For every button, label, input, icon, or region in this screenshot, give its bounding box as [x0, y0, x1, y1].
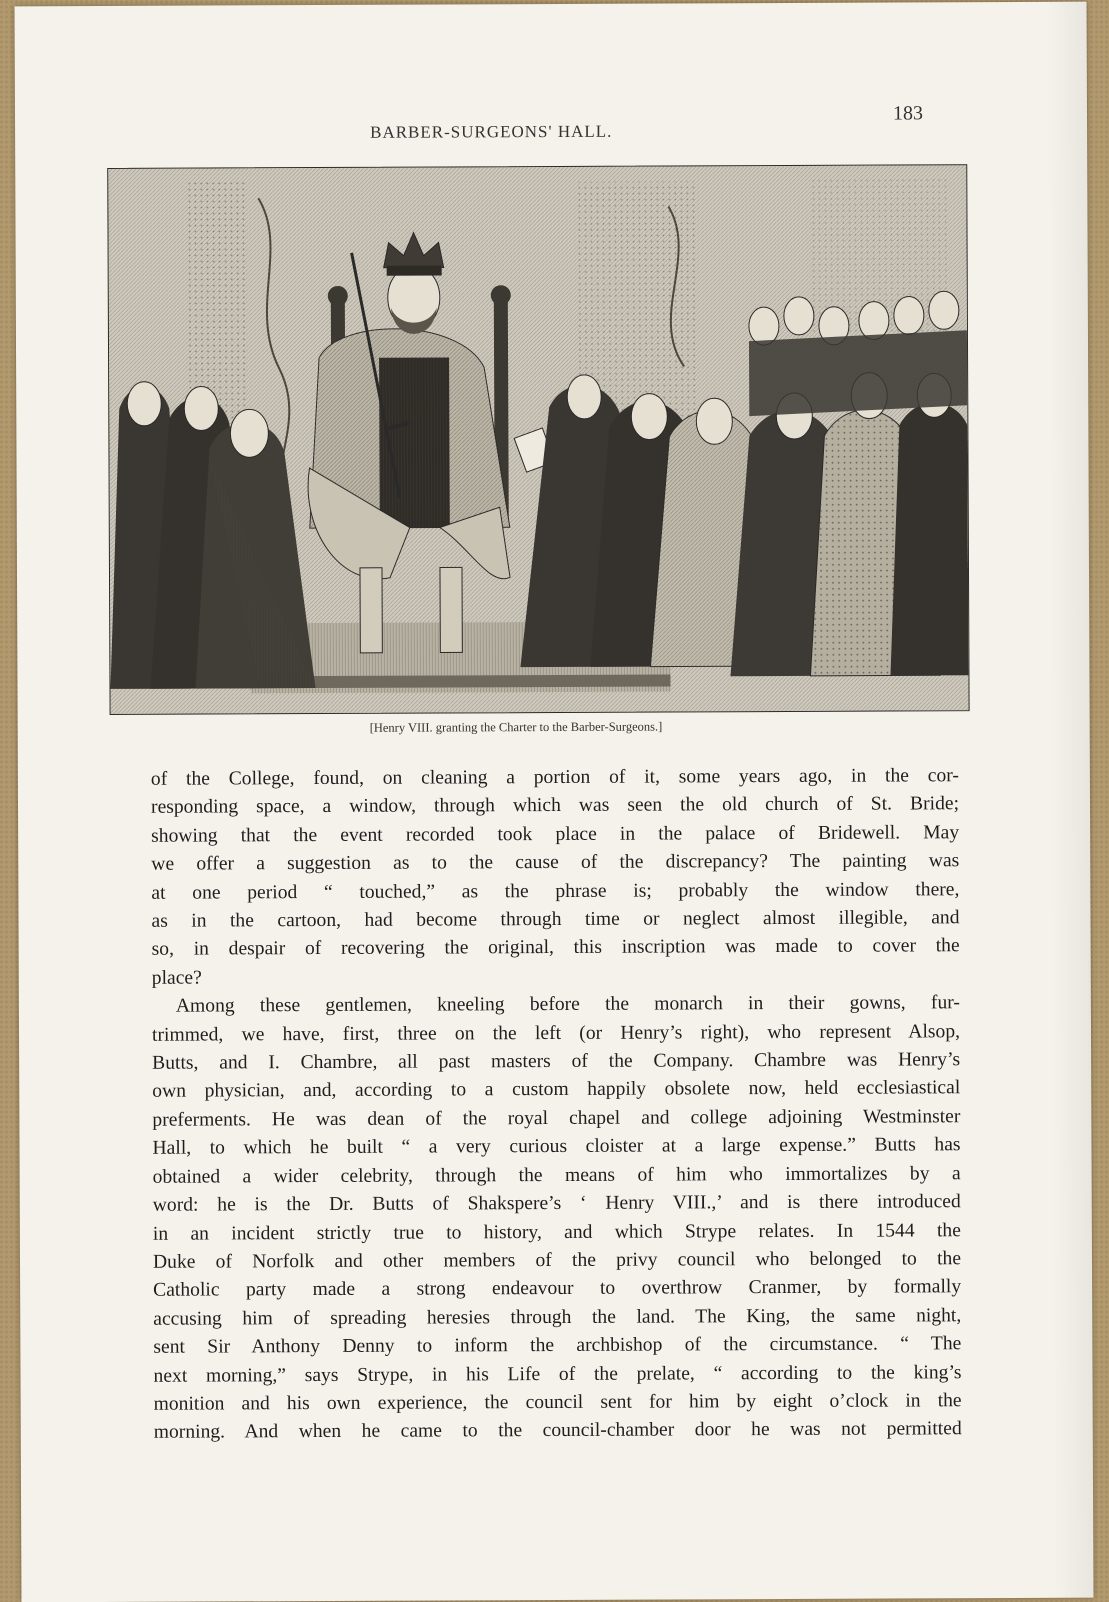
engraving-illustration — [107, 164, 969, 715]
text-line: of the College, found, on cleaning a portion of it, some years ago, in the cor- — [150, 765, 959, 790]
text-line: next morning,” says Strype, in his Life of the prelate, “ according to the king’s — [153, 1361, 962, 1387]
text-line: own physician, and, according to a custom happily obsolete now, held ecclesiastical — [152, 1077, 961, 1103]
text-line: we offer a suggestion as to the cause of the discrepancy? The painting was — [151, 850, 960, 875]
book-page — [15, 2, 1094, 1602]
text-line: trimmed, we have, first, three on the left (or Henry’s right), who represent Alsop, — [151, 1020, 961, 1046]
text-line: so, in despair of recovering the original, this inscription was made to cover the — [151, 935, 960, 961]
text-line: Catholic party made a strong endeavour to overthrow Cranmer, by formally — [153, 1276, 962, 1302]
text-line: at one period “ touched,” as the phrase is; probably the window there, — [151, 878, 960, 904]
text-line: as in the cartoon, had become through time or neglect almost illegible, and — [151, 907, 960, 932]
text-line: preferments. He was dean of the royal chapel and college adjoining Westminster — [152, 1106, 961, 1131]
text-line: Duke of Norfolk and other members of the privy council who belonged to the — [152, 1248, 962, 1273]
running-title: BARBER-SURGEONS' HALL. — [370, 121, 613, 142]
text-line: morning. And when he came to the council-chamber door he was not permitted — [153, 1418, 962, 1444]
page-number: 183 — [892, 102, 924, 125]
text-line: accusing him of spreading heresies through the land. The King, the same night, — [153, 1304, 962, 1330]
text-line: showing that the event recorded took place in the palace of Bridewell. May — [151, 822, 960, 847]
text-line: responding space, a window, through which was seen the old church of St. Bride; — [150, 793, 960, 819]
body-text — [151, 762, 962, 1447]
text-line: place? — [151, 967, 202, 989]
text-line: word: he is the Dr. Butts of Shakspere’s ‘ Henry VIII.,’ and is there introduced — [152, 1191, 961, 1216]
page-edge-shade — [1047, 2, 1094, 1598]
engraving-scene — [108, 165, 968, 714]
text-line: obtained a wider celebrity, through the means of him who immortalizes by a — [152, 1162, 961, 1188]
figure-caption: [Henry VIII. granting the Charter to the Barber-Surgeons.] — [369, 719, 663, 735]
text-line: monition and his own experience, the council sent for him by eight o’clock in the — [153, 1390, 962, 1415]
text-line: Butts, and I. Chambre, all past masters of the Company. Chambre was Henry’s — [152, 1049, 961, 1074]
text-line: sent Sir Anthony Denny to inform the archbishop of the circumstance. “ The — [153, 1333, 962, 1358]
text-line: Hall, to which he built “ a very curious cloister at a large expense.” Butts has — [152, 1134, 961, 1160]
text-line: Among these gentlemen, kneeling before the monarch in their gowns, fur- — [175, 992, 960, 1017]
text-line: in an incident strictly true to history, and which Strype relates. In 1544 the — [152, 1219, 961, 1245]
